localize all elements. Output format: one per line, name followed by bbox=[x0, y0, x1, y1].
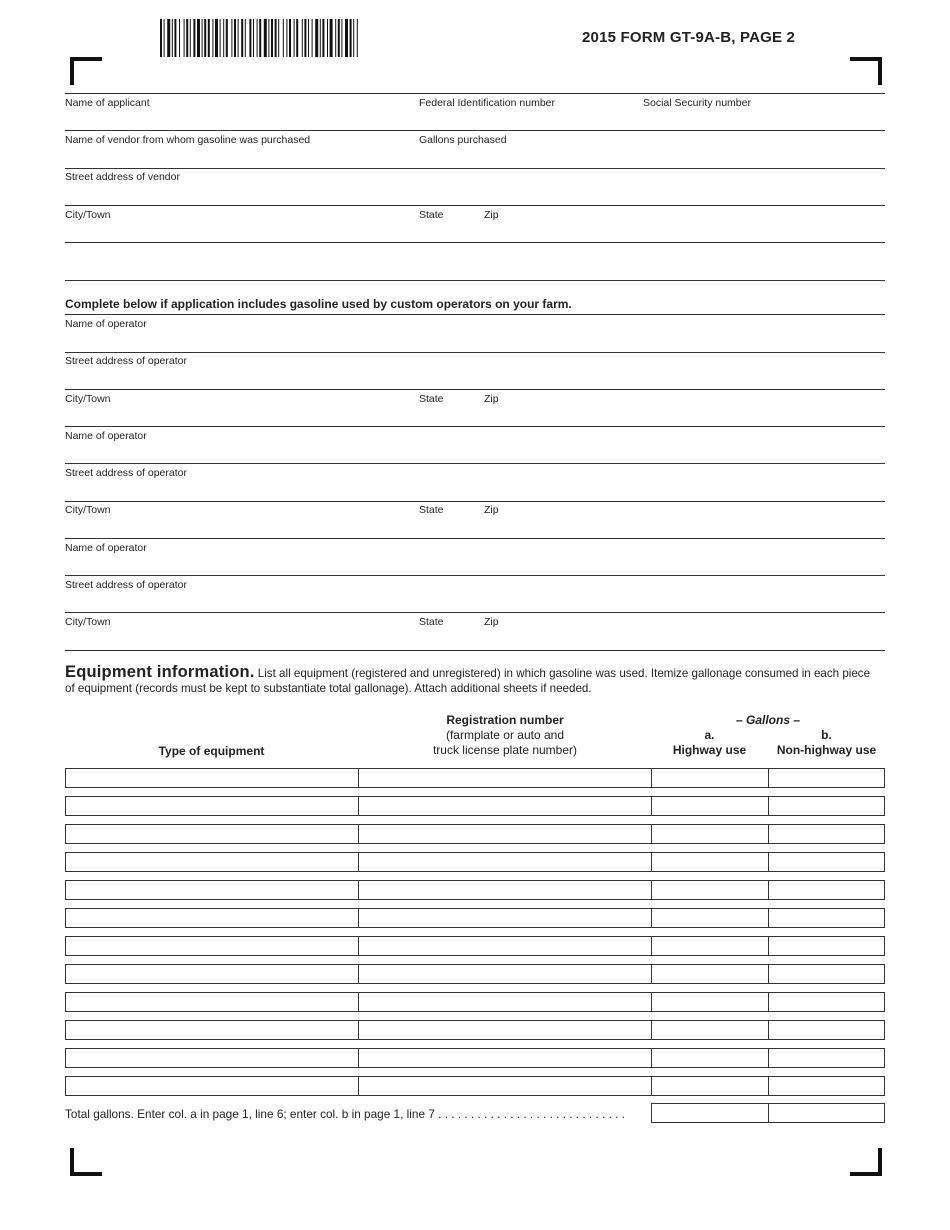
total-non-highway-field[interactable] bbox=[768, 1103, 885, 1123]
vendor-state-field[interactable]: State bbox=[419, 209, 444, 221]
non-highway-use-field[interactable] bbox=[768, 852, 885, 872]
registration-number-field[interactable] bbox=[358, 1048, 652, 1068]
registration-number-field[interactable] bbox=[358, 796, 652, 816]
equipment-type-field[interactable] bbox=[65, 880, 359, 900]
highway-use-field[interactable] bbox=[651, 964, 769, 984]
form-title: 2015 FORM GT-9A-B, PAGE 2 bbox=[582, 29, 796, 46]
equipment-type-field[interactable] bbox=[65, 824, 359, 844]
registration-number-field[interactable] bbox=[358, 1076, 652, 1096]
non-highway-use-field[interactable] bbox=[768, 1076, 885, 1096]
field-rule bbox=[65, 463, 885, 464]
non-highway-use-field[interactable] bbox=[768, 964, 885, 984]
col-header-non-highway: b. Non-highway use bbox=[776, 728, 877, 757]
non-highway-use-field[interactable] bbox=[768, 1020, 885, 1040]
field-rule bbox=[65, 389, 885, 390]
highway-use-field[interactable] bbox=[651, 768, 769, 788]
equipment-type-field[interactable] bbox=[65, 1020, 359, 1040]
vendor-zip-field[interactable]: Zip bbox=[484, 209, 499, 221]
total-gallons-label: Total gallons. Enter col. a in page 1, line 6; enter col. b in page 1, line 7 . . . . . . . . . . . . . . . . . . . . . . . . . . . . . bbox=[65, 1107, 625, 1121]
equipment-title: Equipment information. bbox=[65, 663, 255, 681]
field-rule bbox=[65, 575, 885, 576]
corner-mark-top-left bbox=[70, 57, 102, 85]
non-highway-use-field[interactable] bbox=[768, 880, 885, 900]
corner-mark-bottom-right bbox=[850, 1148, 882, 1176]
operator-city-field[interactable]: City/Town bbox=[65, 504, 111, 516]
equipment-type-field[interactable] bbox=[65, 1048, 359, 1068]
operators-heading: Complete below if application includes gasoline used by custom operators on your farm. bbox=[65, 297, 572, 311]
barcode-image bbox=[160, 19, 470, 57]
registration-number-field[interactable] bbox=[358, 852, 652, 872]
vendor-name-field[interactable]: Name of vendor from whom gasoline was purchased bbox=[65, 134, 311, 146]
operator-zip-field[interactable]: Zip bbox=[484, 616, 499, 628]
equipment-type-field[interactable] bbox=[65, 908, 359, 928]
registration-number-field[interactable] bbox=[358, 824, 652, 844]
vendor-city-field[interactable]: City/Town bbox=[65, 209, 111, 221]
field-rule bbox=[65, 280, 885, 281]
highway-use-field[interactable] bbox=[651, 1076, 769, 1096]
col-header-type: Type of equipment bbox=[158, 744, 265, 758]
fein-field[interactable]: Federal Identification number bbox=[419, 97, 555, 109]
non-highway-use-field[interactable] bbox=[768, 908, 885, 928]
equipment-type-field[interactable] bbox=[65, 852, 359, 872]
field-rule bbox=[65, 314, 885, 315]
operator-state-field[interactable]: State bbox=[419, 393, 444, 405]
highway-use-field[interactable] bbox=[651, 1020, 769, 1040]
operator-zip-field[interactable]: Zip bbox=[484, 393, 499, 405]
registration-number-field[interactable] bbox=[358, 880, 652, 900]
operator-name-field[interactable]: Name of operator bbox=[65, 318, 147, 330]
equipment-type-field[interactable] bbox=[65, 768, 359, 788]
highway-use-field[interactable] bbox=[651, 936, 769, 956]
corner-mark-bottom-left bbox=[70, 1148, 102, 1176]
ssn-field[interactable]: Social Security number bbox=[643, 97, 751, 109]
highway-use-field[interactable] bbox=[651, 796, 769, 816]
equipment-type-field[interactable] bbox=[65, 936, 359, 956]
operator-street-field[interactable]: Street address of operator bbox=[65, 467, 187, 479]
operator-city-field[interactable]: City/Town bbox=[65, 393, 111, 405]
operator-state-field[interactable]: State bbox=[419, 616, 444, 628]
equipment-type-field[interactable] bbox=[65, 796, 359, 816]
equipment-instructions: List all equipment (registered and unregistered) in which gasoline was used. Itemize gallonage consumed in each piece of equipment (records must be kept to substantiate total gallonage). Attach additional sheets if needed. bbox=[65, 667, 871, 695]
registration-number-field[interactable] bbox=[358, 964, 652, 984]
field-rule bbox=[65, 426, 885, 427]
total-highway-field[interactable] bbox=[651, 1103, 769, 1123]
field-rule bbox=[65, 130, 885, 131]
operator-state-field[interactable]: State bbox=[419, 504, 444, 516]
highway-use-field[interactable] bbox=[651, 880, 769, 900]
operator-name-field[interactable]: Name of operator bbox=[65, 430, 147, 442]
highway-use-field[interactable] bbox=[651, 824, 769, 844]
field-rule bbox=[65, 168, 885, 169]
field-rule bbox=[65, 501, 885, 502]
vendor-street-field[interactable]: Street address of vendor bbox=[65, 171, 180, 183]
registration-number-field[interactable] bbox=[358, 908, 652, 928]
gallons-purchased-field[interactable]: Gallons purchased bbox=[419, 134, 507, 146]
field-rule bbox=[65, 650, 885, 651]
non-highway-use-field[interactable] bbox=[768, 936, 885, 956]
col-header-gallons: – Gallons – bbox=[735, 713, 801, 727]
operator-street-field[interactable]: Street address of operator bbox=[65, 579, 187, 591]
non-highway-use-field[interactable] bbox=[768, 992, 885, 1012]
registration-number-field[interactable] bbox=[358, 992, 652, 1012]
equipment-type-field[interactable] bbox=[65, 992, 359, 1012]
highway-use-field[interactable] bbox=[651, 1048, 769, 1068]
equipment-type-field[interactable] bbox=[65, 1076, 359, 1096]
field-rule bbox=[65, 93, 885, 94]
applicant-name-field[interactable]: Name of applicant bbox=[65, 97, 150, 109]
operator-city-field[interactable]: City/Town bbox=[65, 616, 111, 628]
non-highway-use-field[interactable] bbox=[768, 1048, 885, 1068]
field-rule bbox=[65, 352, 885, 353]
field-rule bbox=[65, 205, 885, 206]
field-rule bbox=[65, 612, 885, 613]
registration-number-field[interactable] bbox=[358, 768, 652, 788]
col-header-registration: Registration number (farmplate or auto and truck license plate number) bbox=[432, 713, 578, 757]
non-highway-use-field[interactable] bbox=[768, 824, 885, 844]
equipment-type-field[interactable] bbox=[65, 964, 359, 984]
non-highway-use-field[interactable] bbox=[768, 768, 885, 788]
operator-name-field[interactable]: Name of operator bbox=[65, 542, 147, 554]
registration-number-field[interactable] bbox=[358, 1020, 652, 1040]
operator-street-field[interactable]: Street address of operator bbox=[65, 355, 187, 367]
highway-use-field[interactable] bbox=[651, 852, 769, 872]
registration-number-field[interactable] bbox=[358, 936, 652, 956]
non-highway-use-field[interactable] bbox=[768, 796, 885, 816]
corner-mark-top-right bbox=[850, 57, 882, 85]
field-rule bbox=[65, 242, 885, 243]
highway-use-field[interactable] bbox=[651, 992, 769, 1012]
equipment-intro bbox=[65, 665, 880, 696]
highway-use-field[interactable] bbox=[651, 908, 769, 928]
field-rule bbox=[65, 538, 885, 539]
col-header-highway: a. Highway use bbox=[672, 728, 747, 757]
operator-zip-field[interactable]: Zip bbox=[484, 504, 499, 516]
